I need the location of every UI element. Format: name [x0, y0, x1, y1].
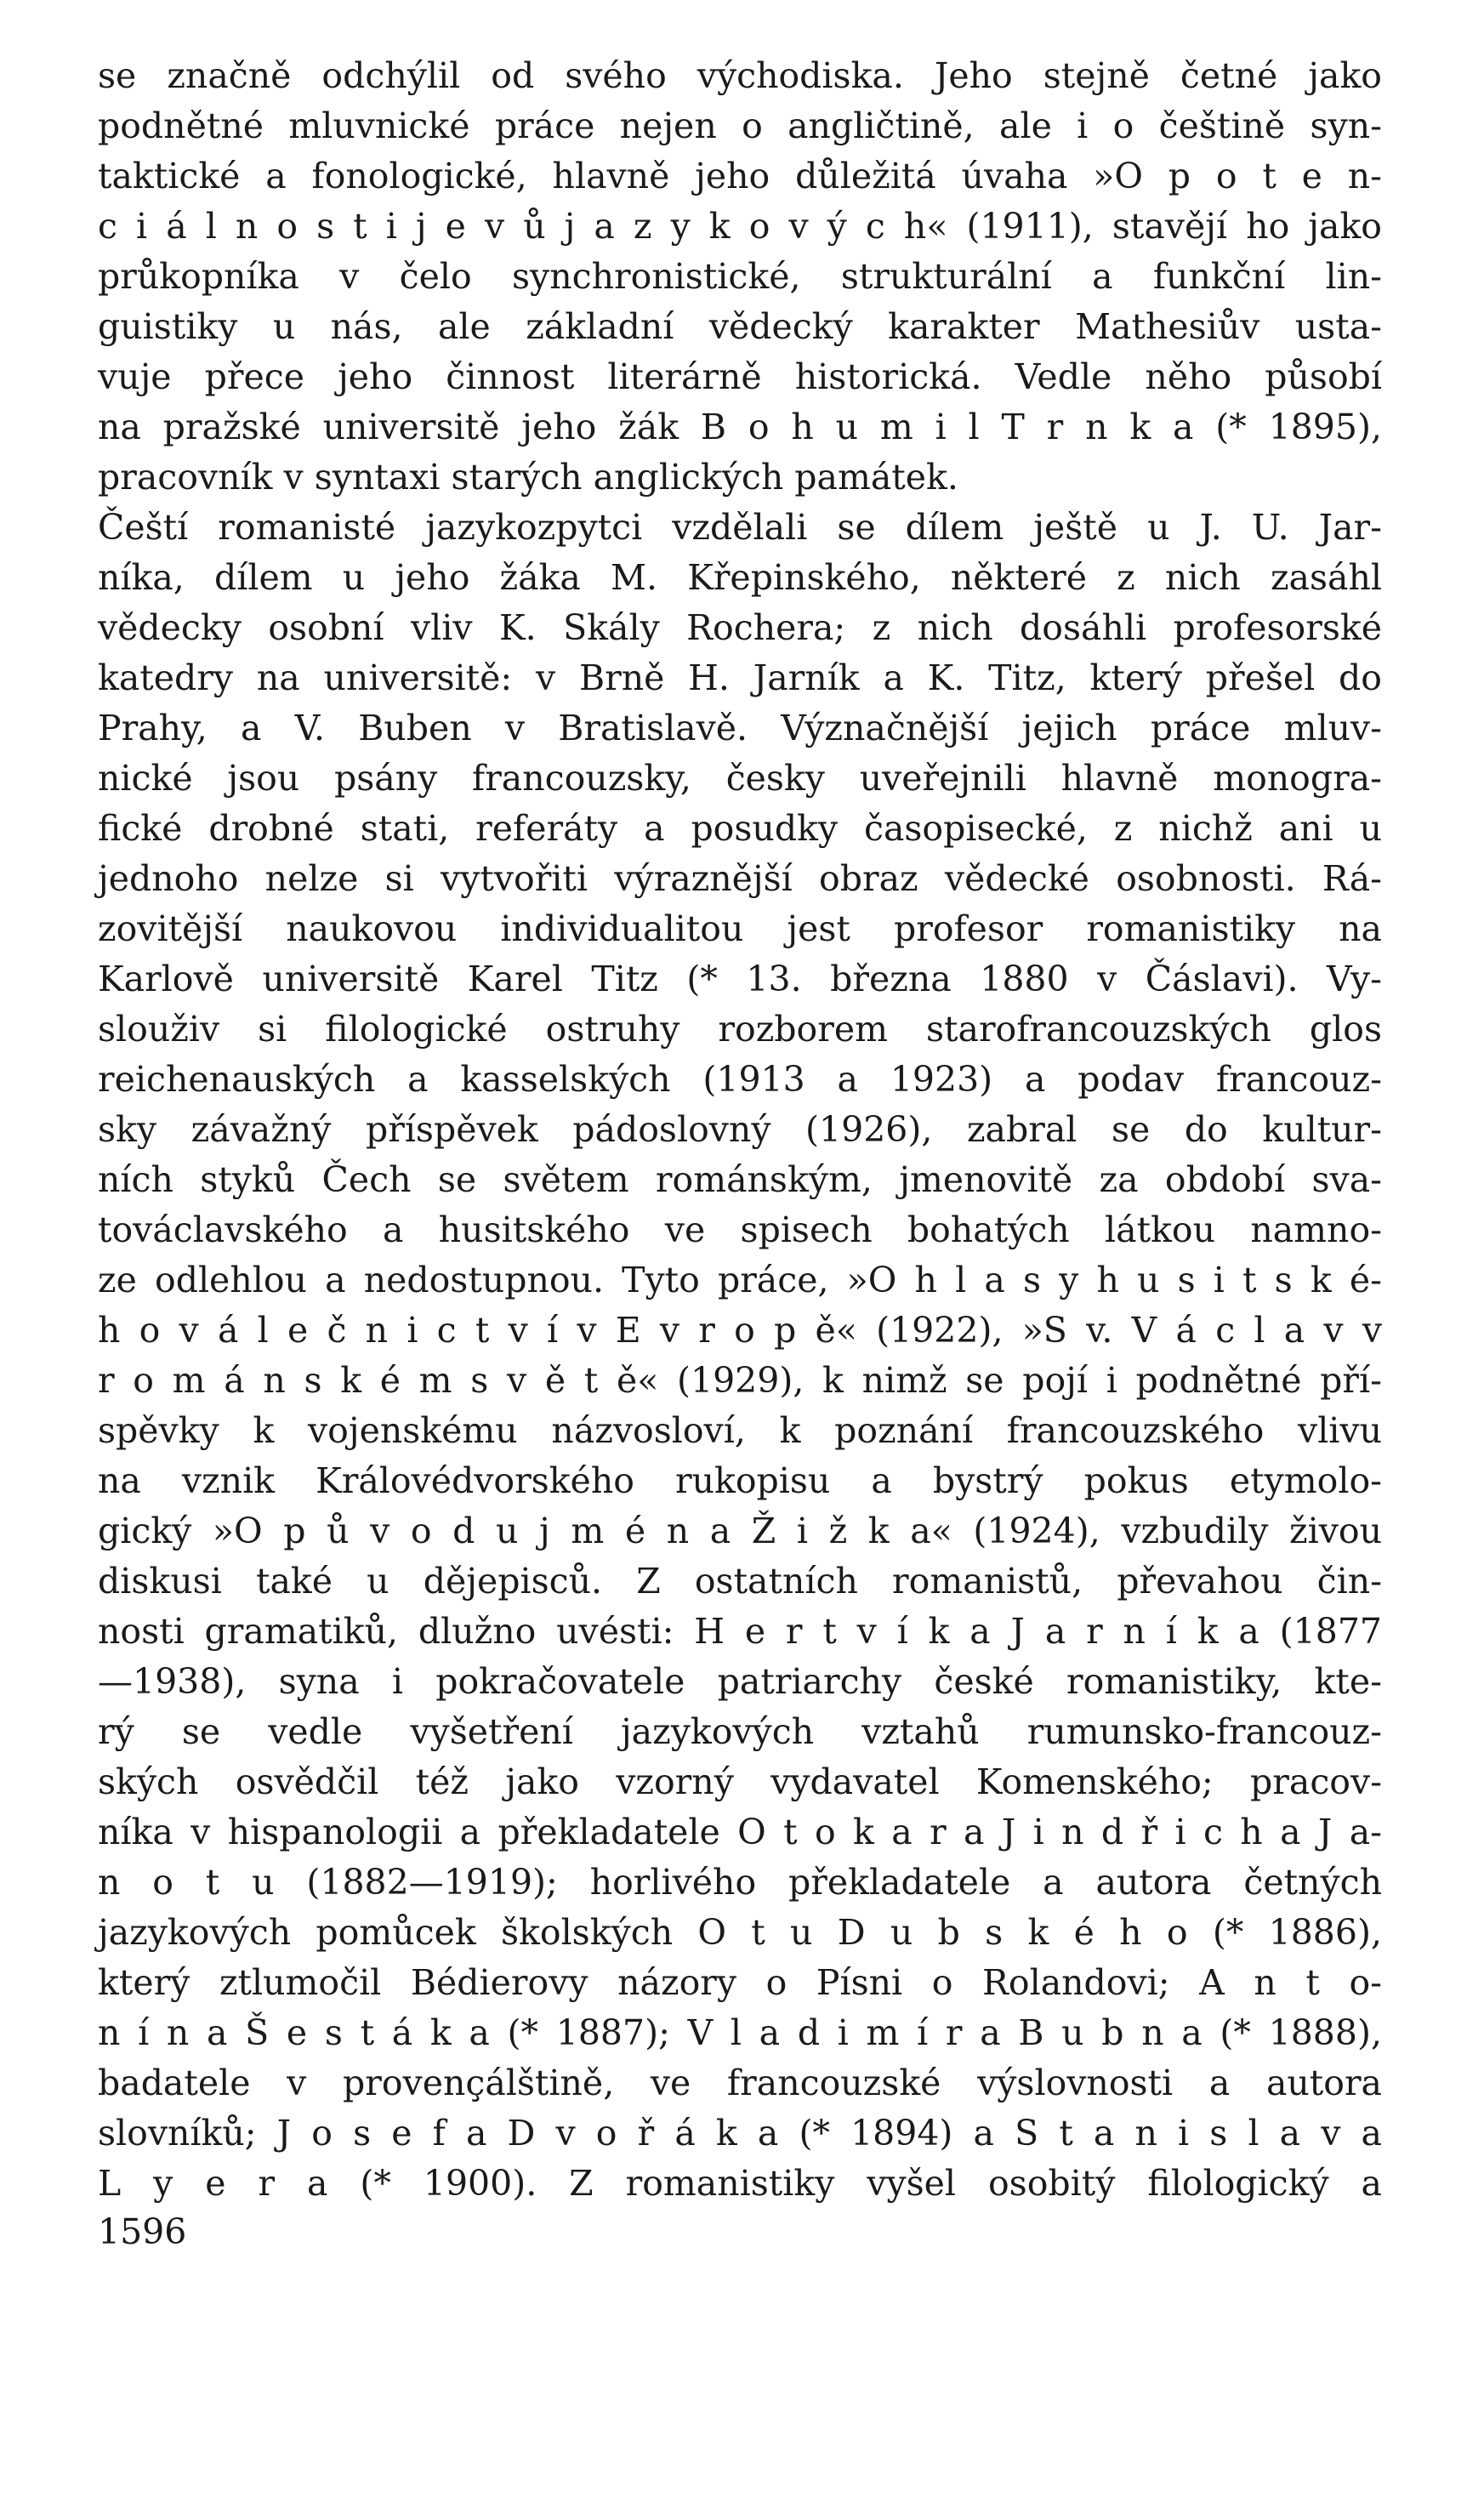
text-line: spěvky k vojenskému názvosloví, k poznání francouzského vlivu — [98, 1410, 1382, 1451]
text-line: sky závažný příspěvek pádoslovný (1926), zabral se do kultur- — [98, 1109, 1382, 1150]
text-line: katedry na universitě: v Brně H. Jarník a K. Titz, který přešel do — [98, 657, 1382, 698]
text-line: —1938), syna i pokračovatele patriarchy české romanistiky, kte- — [98, 1661, 1382, 1702]
text-line: na vznik Královédvorského rukopisu a bystrý pokus etymolo- — [98, 1460, 1382, 1501]
text-line: pracovník v syntaxi starých anglických památek. — [98, 457, 958, 498]
text-line: na pražské universitě jeho žák B o h u m i l T r n k a (* 1895), — [98, 407, 1382, 447]
text-line: nické jsou psány francouzsky, česky uveřejnili hlavně monogra- — [98, 758, 1382, 799]
text-line: se značně odchýlil od svého východiska. Jeho stejně četné jako — [98, 55, 1382, 96]
text-line: slovníků; J o s e f a D v o ř á k a (* 1894) a S t a n i s l a v a — [98, 2113, 1382, 2154]
text-line: který ztlumočil Bédierovy názory o Písni o Rolandovi; A n t o- — [98, 1962, 1382, 2003]
text-line: fické drobné stati, referáty a posudky časopisecké, z nichž ani u — [98, 808, 1382, 849]
text-line: ze odlehlou a nedostupnou. Tyto práce, »O h l a s y h u s i t s k é- — [98, 1260, 1382, 1300]
text-line: vuje přece jeho činnost literárně historická. Vedle něho působí — [98, 356, 1382, 397]
text-line: zovitější naukovou individualitou jest profesor romanistiky na — [98, 908, 1382, 949]
text-line: níka, dílem u jeho žáka M. Křepinského, některé z nich zasáhl — [98, 557, 1382, 598]
text-line: diskusi také u dějepisců. Z ostatních romanistů, převahou čin- — [98, 1561, 1382, 1602]
text-line: ních styků Čech se světem románským, jmenovitě za období sva- — [98, 1159, 1382, 1200]
text-line: jednoho nelze si vytvořiti výraznější obraz vědecké osobnosti. Rá- — [98, 858, 1382, 899]
text-line: podnětné mluvnické práce nejen o angličtině, ale i o češtině syn- — [98, 105, 1382, 146]
text-line: ských osvědčil též jako vzorný vydavatel Komenského; pracov- — [98, 1761, 1382, 1802]
text-line: rý se vedle vyšetření jazykových vztahů rumunsko-francouz- — [98, 1711, 1382, 1752]
page-number: 1596 — [98, 2211, 187, 2252]
text-line: jazykových pomůcek školských O t u D u b s k é h o (* 1886), — [98, 1912, 1382, 1953]
text-line: n í n a Š e s t á k a (* 1887); V l a d i m í r a B u b n a (* 1888), — [98, 2012, 1382, 2053]
text-line: slouživ si filologické ostruhy rozborem starofrancouzských glos — [98, 1009, 1382, 1050]
text-line: reichenauských a kasselských (1913 a 1923) a podav francouz- — [98, 1059, 1382, 1100]
text-line: nosti gramatiků, dlužno uvésti: H e r t v í k a J a r n í k a (1877 — [98, 1611, 1382, 1652]
text-line: h o v á l e č n i c t v í v E v r o p ě« (1922), »S v. V á c l a v v — [98, 1310, 1382, 1351]
text-line: badatele v provençálštině, ve francouzské výslovnosti a autora — [98, 2063, 1382, 2103]
text-line: gický »O p ů v o d u j m é n a Ž i ž k a« (1924), vzbudily živou — [98, 1511, 1382, 1551]
text-line: n o t u (1882—1919); horlivého překladatele a autora četných — [98, 1862, 1382, 1903]
text-line: Karlově universitě Karel Titz (* 13. března 1880 v Čáslavi). Vy- — [98, 959, 1382, 999]
text-line: Prahy, a V. Buben v Bratislavě. Význačnější jejich práce mluv- — [98, 708, 1382, 748]
body-text — [98, 51, 1382, 2209]
text-line: Čeští romanisté jazykozpytci vzdělali se dílem ještě u J. U. Jar- — [98, 507, 1382, 548]
text-line: r o m á n s k é m s v ě t ě« (1929), k nimž se pojí i podnětné pří- — [98, 1360, 1382, 1401]
text-line: vědecky osobní vliv K. Skály Rochera; z nich dosáhli profesorské — [98, 607, 1382, 648]
text-line: průkopníka v čelo synchronistické, strukturální a funkční lin- — [98, 256, 1382, 297]
text-line: L y e r a (* 1900). Z romanistiky vyšel osobitý filologický a — [98, 2163, 1382, 2204]
text-line: taktické a fonologické, hlavně jeho důležitá úvaha »O p o t e n- — [98, 156, 1382, 196]
text-line: níka v hispanologii a překladatele O t o k a r a J i n d ř i c h a J a- — [98, 1812, 1382, 1852]
text-line: c i á l n o s t i j e v ů j a z y k o v ý c h« (1911), stavějí ho jako — [98, 206, 1382, 247]
text-line: továclavského a husitského ve spisech bohatých látkou namno- — [98, 1209, 1382, 1250]
text-line: guistiky u nás, ale základní vědecký karakter Mathesiův usta- — [98, 306, 1382, 347]
